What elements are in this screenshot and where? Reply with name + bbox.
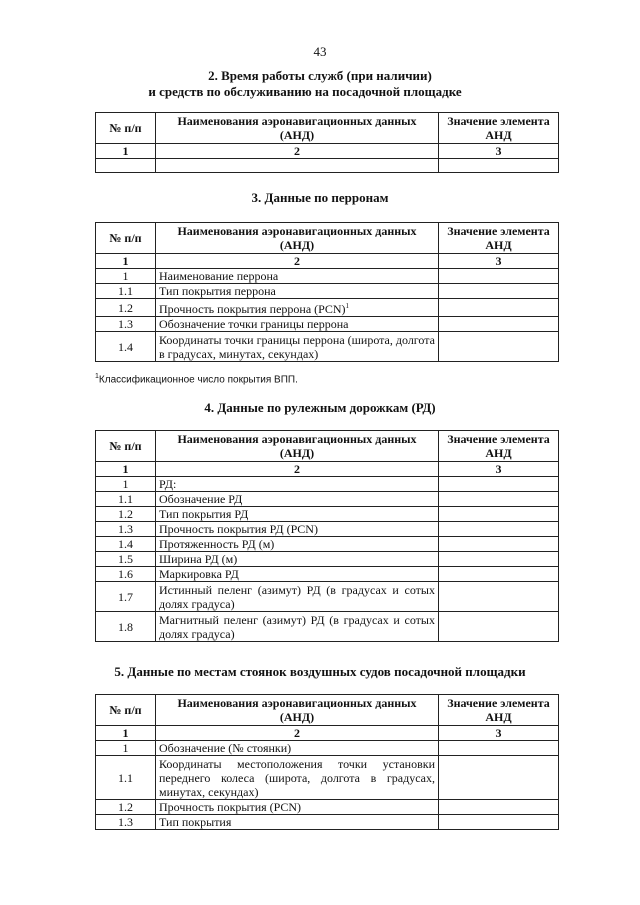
table-row [96, 612, 559, 642]
row-number: 1.1 [96, 284, 156, 299]
header-no: № п/п [96, 431, 156, 462]
col-num-1: 1 [96, 144, 156, 159]
table-row [96, 299, 559, 317]
row-label: Магнитный пеленг (азимут) РД (в градусах и сотых долях градуса) [156, 612, 439, 642]
value-cell [439, 269, 559, 284]
col-num-1: 1 [96, 726, 156, 741]
column-number-row [96, 254, 559, 269]
row-label: Прочность покрытия (PCN) [156, 800, 439, 815]
col-num-2: 2 [156, 462, 439, 477]
table-row [96, 492, 559, 507]
value-cell [439, 741, 559, 756]
row-number: 1.4 [96, 332, 156, 362]
row-label-text: Прочность покрытия перрона (PCN) [159, 302, 346, 316]
row-number: 1.4 [96, 537, 156, 552]
table-row [96, 284, 559, 299]
header-name: Наименования аэронавигационных данных (АНД) [156, 223, 439, 254]
table-row [96, 332, 559, 362]
header-value: Значение элемента АНД [439, 695, 559, 726]
table-row [96, 269, 559, 284]
row-label: Истинный пеленг (азимут) РД (в градусах и сотых долях градуса) [156, 582, 439, 612]
table-row [96, 159, 559, 173]
table-row [96, 567, 559, 582]
footnote-text: Классификационное число покрытия ВПП. [98, 374, 298, 386]
row-number: 1.3 [96, 317, 156, 332]
table-row [96, 522, 559, 537]
footnote-mark: 1 [95, 373, 99, 380]
col-num-3: 3 [439, 144, 559, 159]
row-label: Тип покрытия [156, 815, 439, 830]
section-5-title: 5. Данные по местам стоянок воздушных судов посадочной площадки [114, 664, 526, 679]
section-2-title-line1: 2. Время работы служб (при наличии) [208, 68, 432, 83]
footnote [95, 373, 298, 385]
header-no: № п/п [96, 113, 156, 144]
table-header-row [96, 695, 559, 726]
row-number: 1 [96, 477, 156, 492]
row-label: Тип покрытия перрона [156, 284, 439, 299]
row-label: Координаты точки границы перрона (широта, долгота в градусах, минутах, секундах) [156, 332, 439, 362]
value-cell [439, 317, 559, 332]
value-cell [439, 332, 559, 362]
table-row [96, 477, 559, 492]
column-number-row [96, 726, 559, 741]
row-number: 1.7 [96, 582, 156, 612]
empty-cell [156, 159, 439, 173]
row-label: Прочность покрытия РД (PCN) [156, 522, 439, 537]
section-2-title-line2: и средств по обслуживанию на посадочной площадке [148, 84, 462, 99]
row-number: 1.5 [96, 552, 156, 567]
row-label: Тип покрытия РД [156, 507, 439, 522]
empty-cell [439, 159, 559, 173]
col-num-1: 1 [96, 254, 156, 269]
row-number: 1.6 [96, 567, 156, 582]
value-cell [439, 567, 559, 582]
table-row [96, 507, 559, 522]
header-name: Наименования аэронавигационных данных (АНД) [156, 695, 439, 726]
value-cell [439, 477, 559, 492]
table-header-row [96, 223, 559, 254]
row-label: Ширина РД (м) [156, 552, 439, 567]
value-cell [439, 756, 559, 800]
table-header-row [96, 113, 559, 144]
row-number: 1.2 [96, 800, 156, 815]
table-row [96, 815, 559, 830]
header-value: Значение элемента АНД [439, 113, 559, 144]
row-number: 1.3 [96, 522, 156, 537]
footnote-ref: 1 [345, 302, 349, 310]
table-row [96, 582, 559, 612]
row-number: 1 [96, 741, 156, 756]
row-label: Маркировка РД [156, 567, 439, 582]
row-label: Координаты местоположения точки установки переднего колеса (широта, долгота в градусах, минутах, секундах) [156, 756, 439, 800]
col-num-3: 3 [439, 254, 559, 269]
row-label: Обозначение (№ стоянки) [156, 741, 439, 756]
row-number: 1.2 [96, 299, 156, 317]
row-number: 1.8 [96, 612, 156, 642]
table-row [96, 800, 559, 815]
row-label: Обозначение РД [156, 492, 439, 507]
section-4-title: 4. Данные по рулежным дорожкам (РД) [204, 400, 436, 415]
value-cell [439, 537, 559, 552]
col-num-2: 2 [156, 254, 439, 269]
value-cell [439, 507, 559, 522]
table-row [96, 741, 559, 756]
header-name: Наименования аэронавигационных данных (АНД) [156, 431, 439, 462]
value-cell [439, 492, 559, 507]
table-row [96, 317, 559, 332]
row-number: 1.3 [96, 815, 156, 830]
value-cell [439, 800, 559, 815]
section-3-table [95, 222, 559, 362]
section-2-table [95, 112, 559, 173]
col-num-2: 2 [156, 144, 439, 159]
table-header-row [96, 431, 559, 462]
header-no: № п/п [96, 695, 156, 726]
header-name: Наименования аэронавигационных данных (АНД) [156, 113, 439, 144]
value-cell [439, 552, 559, 567]
column-number-row [96, 144, 559, 159]
row-label: РД: [156, 477, 439, 492]
empty-cell [96, 159, 156, 173]
page-number: 43 [313, 44, 327, 59]
header-no: № п/п [96, 223, 156, 254]
row-number: 1 [96, 269, 156, 284]
col-num-1: 1 [96, 462, 156, 477]
value-cell [439, 612, 559, 642]
row-number: 1.2 [96, 507, 156, 522]
table-row [96, 756, 559, 800]
row-label [156, 299, 439, 317]
col-num-2: 2 [156, 726, 439, 741]
col-num-3: 3 [439, 726, 559, 741]
row-label: Обозначение точки границы перрона [156, 317, 439, 332]
col-num-3: 3 [439, 462, 559, 477]
value-cell [439, 522, 559, 537]
value-cell [439, 299, 559, 317]
table-row [96, 537, 559, 552]
row-number: 1.1 [96, 756, 156, 800]
section-2-title [0, 68, 640, 100]
table-row [96, 552, 559, 567]
row-label: Наименование перрона [156, 269, 439, 284]
row-number: 1.1 [96, 492, 156, 507]
section-4-table [95, 430, 559, 642]
column-number-row [96, 462, 559, 477]
value-cell [439, 284, 559, 299]
value-cell [439, 815, 559, 830]
value-cell [439, 582, 559, 612]
header-value: Значение элемента АНД [439, 431, 559, 462]
row-label: Протяженность РД (м) [156, 537, 439, 552]
section-3-title: 3. Данные по перронам [251, 190, 389, 205]
header-value: Значение элемента АНД [439, 223, 559, 254]
section-5-table [95, 694, 559, 830]
